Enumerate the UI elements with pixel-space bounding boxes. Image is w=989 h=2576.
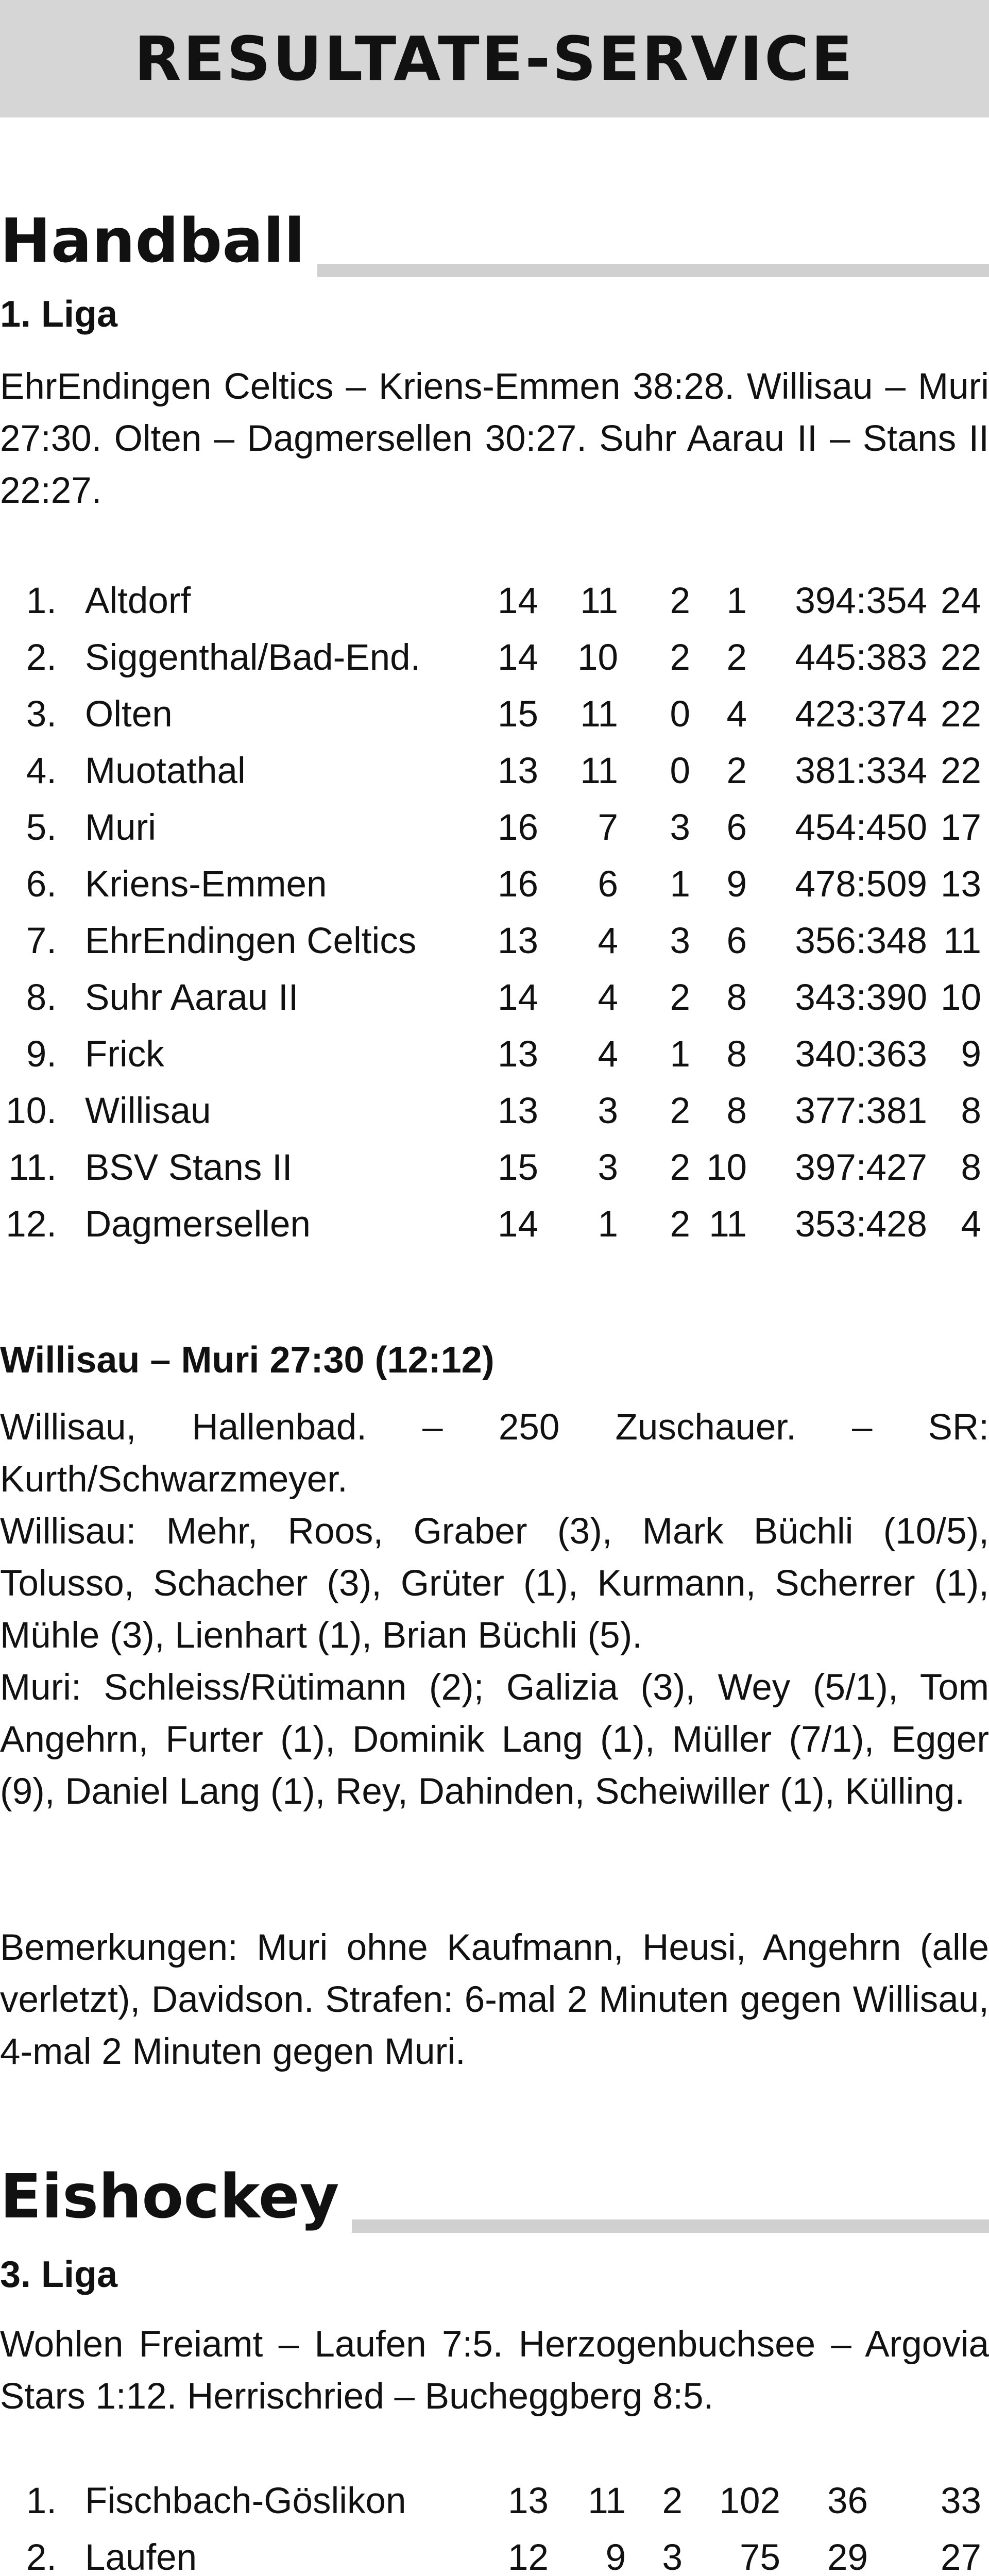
losses-cell: 11 — [709, 1204, 747, 1245]
losses-cell: 3 — [662, 2537, 683, 2576]
team-cell: Muotathal — [85, 751, 246, 791]
table-row — [0, 1083, 989, 1140]
eishockey-standings-table — [0, 2473, 989, 2576]
handball-team-muri: Muri: Schleiss/Rütimann (2); Galizia (3), Wey (5/1), Tom Angehrn, Furter (1), Dominik Lang (1), Müller (7/1), Egger (9), Daniel Lang (1), Rey, Dahinden, Scheiwiller (1), Külling. — [0, 1667, 989, 1812]
games-cell: 13 — [498, 1034, 538, 1075]
points-cell: 4 — [961, 1204, 981, 1245]
points-cell: 8 — [961, 1091, 981, 1131]
table-row — [0, 913, 989, 970]
rank-cell: 5. — [26, 807, 57, 848]
handball-team-willisau: Willisau: Mehr, Roos, Graber (3), Mark Büchli (10/5), Tolusso, Schacher (3), Grüter (1), Kurmann, Scherrer (1), Mühle (3), Lienhart (1), Brian Büchli (5). — [0, 1511, 989, 1656]
team-cell: Siggenthal/Bad-End. — [85, 637, 421, 678]
wins-cell: 11 — [588, 2481, 626, 2521]
handball-title: Handball — [0, 202, 317, 279]
eishockey-league: 3. Liga — [0, 2254, 118, 2295]
draws-cell: 2 — [670, 1147, 690, 1188]
handball-standings-table — [0, 573, 989, 1253]
table-row — [0, 970, 989, 1026]
wins-cell: 10 — [577, 637, 618, 678]
points-cell: 24 — [941, 581, 981, 621]
draws-cell: 2 — [670, 581, 690, 621]
goal-ratio-cell: 445:383 — [795, 637, 927, 678]
goal-ratio-cell: 356:348 — [795, 921, 927, 961]
team-cell: Fischbach-Göslikon — [85, 2481, 406, 2521]
table-row — [0, 800, 989, 856]
games-cell: 14 — [498, 581, 538, 621]
games-cell: 13 — [498, 1091, 538, 1131]
rank-cell: 4. — [26, 751, 57, 791]
games-cell: 15 — [498, 1147, 538, 1188]
draws-cell: 2 — [670, 1091, 690, 1131]
table-row — [0, 1140, 989, 1196]
losses-cell: 8 — [726, 977, 747, 1018]
wins-cell: 6 — [598, 864, 618, 905]
team-cell: Kriens-Emmen — [85, 864, 327, 905]
rank-cell: 11. — [8, 1147, 57, 1188]
eishockey-section-header — [0, 2158, 989, 2235]
losses-cell: 6 — [726, 921, 747, 961]
draws-cell: 0 — [670, 751, 690, 791]
wins-cell: 9 — [605, 2537, 626, 2576]
losses-cell: 8 — [726, 1091, 747, 1131]
points-cell: 9 — [961, 1034, 981, 1075]
rank-cell: 9. — [26, 1034, 57, 1075]
handball-results: EhrEndingen Celtics – Kriens-Emmen 38:28. Willisau – Muri 27:30. Olten – Dagmersellen 30:27. Suhr Aarau II – Stans II 22:27. — [0, 366, 989, 511]
wins-cell: 4 — [598, 1034, 618, 1075]
team-cell: Frick — [85, 1034, 164, 1075]
rank-cell: 2. — [26, 637, 57, 678]
draws-cell: 2 — [670, 637, 690, 678]
team-cell: Muri — [85, 807, 157, 848]
goal-ratio-cell: 423:374 — [795, 694, 927, 735]
table-row — [0, 630, 989, 686]
banner-title: RESULTATE-SERVICE — [134, 23, 855, 94]
points-cell: 10 — [941, 977, 981, 1018]
wins-cell: 11 — [580, 581, 618, 621]
team-cell: Dagmersellen — [85, 1204, 311, 1245]
draws-cell: 1 — [670, 1034, 690, 1075]
losses-cell: 2 — [662, 2481, 683, 2521]
table-row — [0, 2473, 989, 2530]
games-cell: 13 — [498, 751, 538, 791]
table-row — [0, 2530, 989, 2576]
table-row — [0, 573, 989, 630]
rank-cell: 1. — [26, 2481, 57, 2521]
games-cell: 16 — [498, 864, 538, 905]
goal-ratio-cell: 343:390 — [795, 977, 927, 1018]
losses-cell: 8 — [726, 1034, 747, 1075]
wins-cell: 4 — [598, 977, 618, 1018]
points-cell: 11 — [943, 921, 981, 961]
points-cell: 17 — [941, 807, 981, 848]
points-cell: 27 — [941, 2537, 981, 2576]
team-cell: Olten — [85, 694, 173, 735]
goals-against-cell: 36 — [827, 2481, 868, 2521]
draws-cell: 0 — [670, 694, 690, 735]
table-row — [0, 856, 989, 913]
wins-cell: 11 — [580, 694, 618, 735]
losses-cell: 9 — [726, 864, 747, 905]
rank-cell: 6. — [26, 864, 57, 905]
games-cell: 12 — [508, 2537, 549, 2576]
goal-ratio-cell: 397:427 — [795, 1147, 927, 1188]
rank-cell: 12. — [6, 1204, 57, 1245]
points-cell: 8 — [961, 1147, 981, 1188]
goals-for-cell: 102 — [719, 2481, 780, 2521]
games-cell: 15 — [498, 694, 538, 735]
losses-cell: 2 — [726, 637, 747, 678]
team-cell: Willisau — [85, 1091, 211, 1131]
losses-cell: 2 — [726, 751, 747, 791]
handball-league: 1. Liga — [0, 294, 118, 335]
losses-cell: 6 — [726, 807, 747, 848]
games-cell: 14 — [498, 977, 538, 1018]
handball-remarks: Bemerkungen: Muri ohne Kaufmann, Heusi, Angehrn (alle verletzt), Davidson. Strafen: 6-mal 2 Minuten gegen Willisau, 4-mal 2 Minuten gegen Muri. — [0, 1927, 989, 2072]
goals-against-cell: 29 — [827, 2537, 868, 2576]
losses-cell: 10 — [706, 1147, 747, 1188]
goal-ratio-cell: 353:428 — [795, 1204, 927, 1245]
table-row — [0, 1026, 989, 1083]
points-cell: 13 — [941, 864, 981, 905]
goal-ratio-cell: 381:334 — [795, 751, 927, 791]
points-cell: 33 — [941, 2481, 981, 2521]
team-cell: Altdorf — [85, 581, 191, 621]
eishockey-title: Eishockey — [0, 2158, 352, 2235]
draws-cell: 3 — [670, 921, 690, 961]
draws-cell: 2 — [670, 977, 690, 1018]
games-cell: 14 — [498, 1204, 538, 1245]
wins-cell: 3 — [598, 1091, 618, 1131]
team-cell: Laufen — [85, 2537, 197, 2576]
wins-cell: 4 — [598, 921, 618, 961]
wins-cell: 11 — [580, 751, 618, 791]
points-cell: 22 — [941, 694, 981, 735]
goal-ratio-cell: 340:363 — [795, 1034, 927, 1075]
handball-match-title: Willisau – Muri 27:30 (12:12) — [0, 1340, 494, 1381]
eishockey-results: Wohlen Freiamt – Laufen 7:5. Herzogenbuchsee – Argovia Stars 1:12. Herrischried – Bucheggberg 8:5. — [0, 2324, 989, 2417]
draws-cell: 3 — [670, 807, 690, 848]
table-row — [0, 1196, 989, 1253]
rank-cell: 7. — [26, 921, 57, 961]
goals-for-cell: 75 — [740, 2537, 780, 2576]
team-cell: EhrEndingen Celtics — [85, 921, 417, 961]
handball-section-header — [0, 202, 989, 279]
goal-ratio-cell: 377:381 — [795, 1091, 927, 1131]
goal-ratio-cell: 478:509 — [795, 864, 927, 905]
games-cell: 14 — [498, 637, 538, 678]
table-row — [0, 743, 989, 800]
points-cell: 22 — [941, 637, 981, 678]
games-cell: 13 — [508, 2481, 549, 2521]
team-cell: Suhr Aarau II — [85, 977, 299, 1018]
table-row — [0, 686, 989, 743]
games-cell: 13 — [498, 921, 538, 961]
rank-cell: 8. — [26, 977, 57, 1018]
team-cell: BSV Stans II — [85, 1147, 293, 1188]
goal-ratio-cell: 454:450 — [795, 807, 927, 848]
draws-cell: 1 — [670, 864, 690, 905]
losses-cell: 1 — [726, 581, 747, 621]
rank-cell: 1. — [26, 581, 57, 621]
rank-cell: 3. — [26, 694, 57, 735]
rank-cell: 2. — [26, 2537, 57, 2576]
wins-cell: 3 — [598, 1147, 618, 1188]
goal-ratio-cell: 394:354 — [795, 581, 927, 621]
wins-cell: 1 — [598, 1204, 618, 1245]
draws-cell: 2 — [670, 1204, 690, 1245]
games-cell: 16 — [498, 807, 538, 848]
rank-cell: 10. — [6, 1091, 57, 1131]
points-cell: 22 — [941, 751, 981, 791]
results-service-banner — [0, 0, 989, 117]
losses-cell: 4 — [726, 694, 747, 735]
handball-match-info: Willisau, Hallenbad. – 250 Zuschauer. – SR: Kurth/Schwarzmeyer. — [0, 1407, 989, 1500]
wins-cell: 7 — [598, 807, 618, 848]
